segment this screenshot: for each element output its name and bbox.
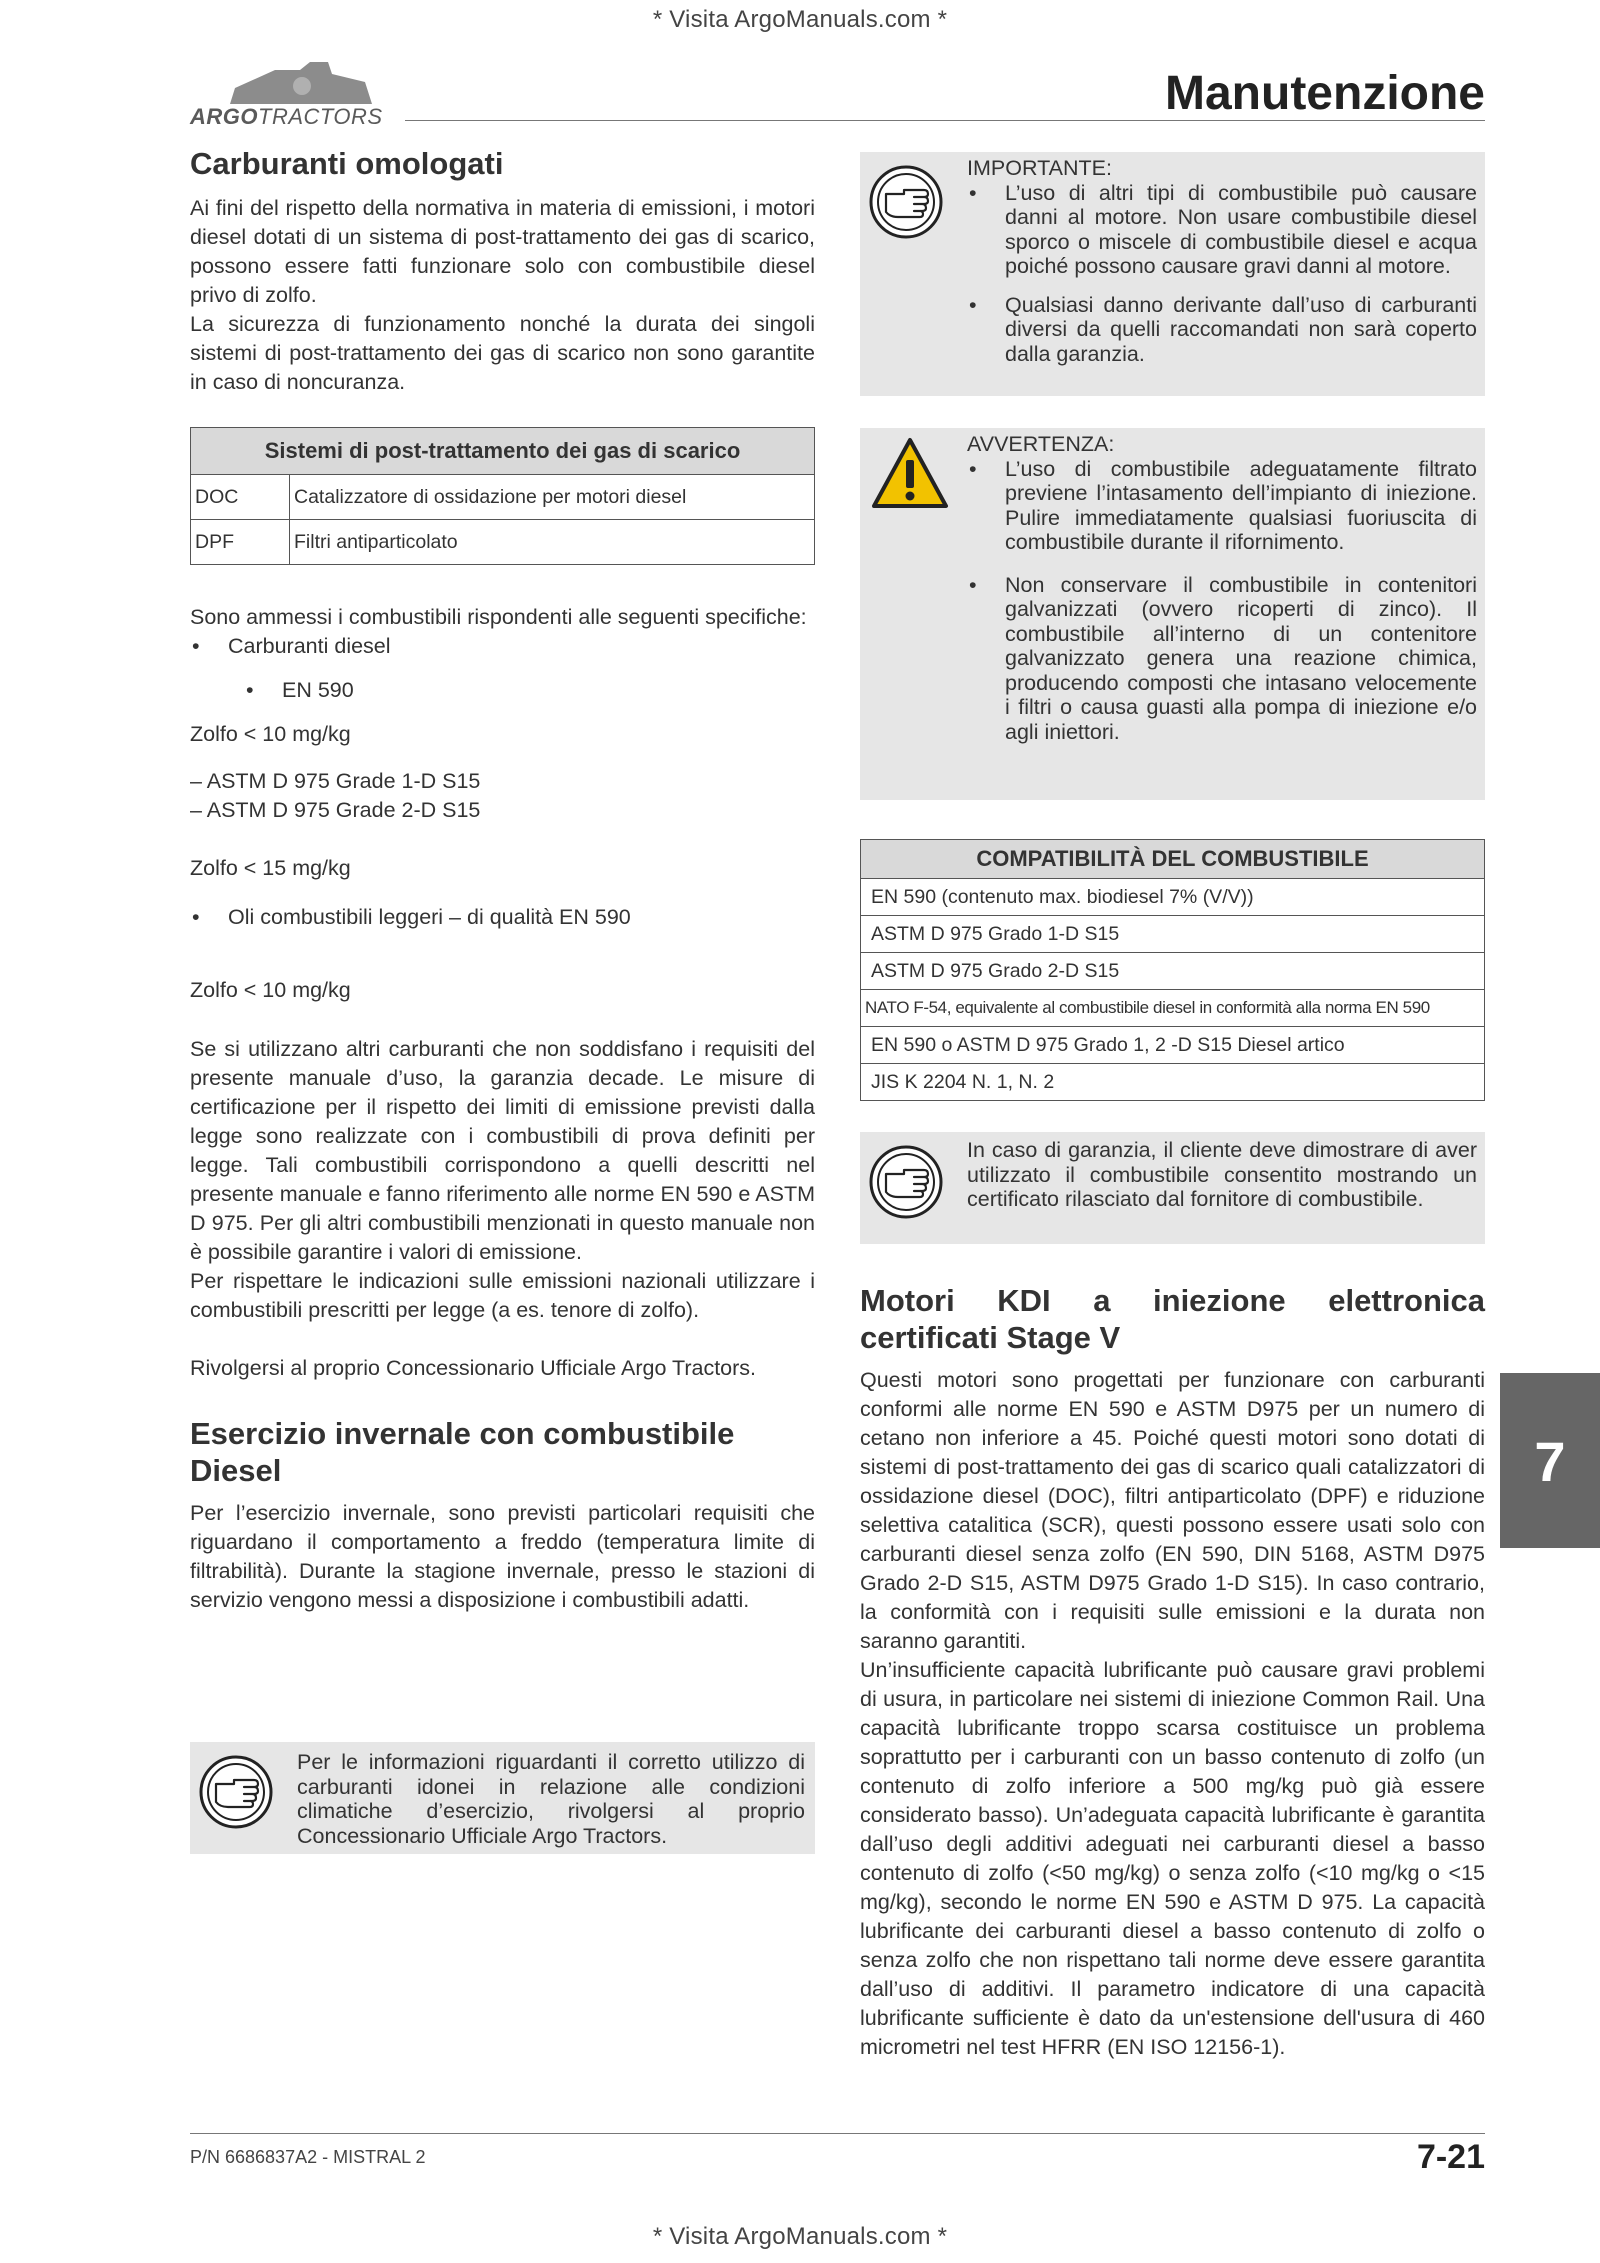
paragraph: Ai fini del rispetto della normativa in materia di emissioni, i motori diesel dotati di un sistema di post-trattamento dei gas di scarico, possono essere fatti funzionare solo con combustibile diesel privo di zolfo.: [190, 196, 815, 307]
table-row: [191, 520, 815, 565]
sulfur-limit: Zolfo < 10 mg/kg: [190, 978, 351, 1002]
table-row: [861, 990, 1485, 1027]
paragraph: La sicurezza di funzionamento nonché la durata dei singoli sistemi di post-trattamento dei gas di scarico non sono garantite in caso di noncuranza.: [190, 312, 815, 394]
note-heading: AVVERTENZA:: [967, 432, 1115, 456]
kdi-section: [860, 1282, 1485, 2062]
table-header: Sistemi di post-trattamento dei gas di scarico: [191, 428, 815, 475]
bullet-item: • EN 590: [246, 678, 354, 702]
section-title-approved-fuels: Carburanti omologati: [190, 146, 504, 181]
note-box-warning: [860, 428, 1485, 800]
warning-icon: [870, 436, 950, 512]
argo-tractors-logo: [190, 60, 390, 130]
table-cell: Catalizzatore di ossidazione per motori diesel: [290, 475, 815, 520]
pointing-hand-icon: [868, 164, 944, 240]
warning-text: [967, 432, 1477, 744]
table-cell: NATO F-54, equivalente al combustibile diesel in conformità alla norma EN 590: [861, 990, 1485, 1027]
sulfur-limit: Zolfo < 10 mg/kg: [190, 722, 351, 746]
bullet-item: • Carburanti diesel: [192, 634, 391, 658]
footer-rule: [190, 2133, 1485, 2134]
bullet-item: • L’uso di altri tipi di combustibile può causare danni al motore. Non usare combustibile diesel sporco o miscele di combustibile diesel e acqua poiché possono causare gravi danni al motore.: [969, 180, 1477, 278]
paragraph: Per rispettare le indicazioni sulle emissioni nazionali utilizzare i combustibili prescritti per legge (a es. tenore di zolfo).: [190, 1269, 815, 1322]
left-column: [190, 145, 815, 1615]
bullet-item: • L’uso di combustibile adeguatamente filtrato previene l’intasamento dell’impianto di iniezione. Pulire immediatamente qualsiasi fuoriuscita di combustibile durante il rifornimento.: [969, 456, 1477, 554]
table-row: [191, 475, 815, 520]
table-row: [861, 1027, 1485, 1064]
section-title-winter-operation: Esercizio invernale con combustibile Diesel: [190, 1416, 735, 1488]
sulfur-limit: Zolfo < 15 mg/kg: [190, 856, 351, 880]
table-cell: Filtri antiparticolato: [290, 520, 815, 565]
spec-line: – ASTM D 975 Grade 2-D S15: [190, 798, 481, 822]
table-row: [861, 953, 1485, 990]
table-row: [861, 1064, 1485, 1101]
table-cell: DOC: [191, 475, 290, 520]
paragraph: Per l’esercizio invernale, sono previsti particolari requisiti che riguardano il comportamento a freddo (temperatura limite di filtrabilità). Durante la stagione invernale, presso le stazioni di servizio vengono messi a disposizione i combustibili adatti.: [190, 1501, 815, 1612]
table-header: COMPATIBILITÀ DEL COMBUSTIBILE: [861, 840, 1485, 879]
aftertreatment-table: [190, 427, 815, 565]
bullet-item: • Qualsiasi danno derivante dall’uso di carburanti diversi da quelli raccomandati non sarà coperto dalla garanzia.: [969, 292, 1477, 366]
table-cell: DPF: [191, 520, 290, 565]
important-text: [967, 156, 1477, 366]
table-cell: EN 590 (contenuto max. biodiesel 7% (V/V)): [861, 879, 1485, 916]
section-title-kdi-engines: Motori KDI a iniezione elettronica certificati Stage V: [860, 1283, 1485, 1355]
watermark-bottom: * Visita ArgoManuals.com *: [652, 2223, 948, 2250]
bullet-item: • Non conservare il combustibile in contenitori galvanizzati (ovvero ricoperti di zinco). Il combustibile all’interno di un contenitore galvanizzato genera una reazione chimica, producendo composti che intasano velocemente i filtri o causa guasti alla pompa di iniezione e/o agli iniettori.: [969, 572, 1477, 744]
table-row: [861, 916, 1485, 953]
paragraph: Sono ammessi i combustibili rispondenti alle seguenti specifiche:: [190, 605, 807, 629]
chapter-tab: 7: [1500, 1373, 1600, 1548]
watermark-top: * Visita ArgoManuals.com *: [652, 6, 948, 33]
logo-wordmark: ARGOTRACTORS: [190, 104, 383, 129]
pointing-hand-icon: [868, 1144, 944, 1220]
compatibility-section: [860, 839, 1485, 1101]
table-row: [861, 879, 1485, 916]
table-cell: ASTM D 975 Grado 2-D S15: [861, 953, 1485, 990]
note-box-warranty: [860, 1132, 1485, 1244]
page-number: 7-21: [1416, 2138, 1485, 2176]
table-cell: EN 590 o ASTM D 975 Grado 1, 2 -D S15 Diesel artico: [861, 1027, 1485, 1064]
paragraph: Un’insufficiente capacità lubrificante può causare gravi problemi di usura, in particolare nei sistemi di iniezione Common Rail. Una capacità lubrificante troppo scarsa costituisce un problema soprattutto per i carburanti con un basso contenuto di zolfo (un contenuto di zolfo inferiore a 500 mg/kg può già essere considerato basso). Un’adeguata capacità lubrificante è garantita dall’uso degli additivi adeguati nei carburanti diesel a basso contenuto di zolfo (<50 mg/kg) o senza zolfo (<10 mg/kg o <15 mg/kg), secondo le norme EN 590 e ASTM D 975. La capacità lubrificante dei carburanti diesel a basso contenuto di zolfo o senza zolfo che non rispettano tali norme deve essere garantita dall’uso di additivi. Il parametro indicatore di una capacità lubrificante sufficiente è dato da un'estensione dell'usura di 460 micrometri nel test HFRR (EN ISO 12156-1).: [860, 1658, 1485, 2059]
note-heading: IMPORTANTE:: [967, 156, 1112, 180]
note-box-important: [860, 152, 1485, 396]
pointing-hand-icon: [198, 1754, 274, 1830]
tractor-logo-icon: [190, 60, 390, 108]
note-box-winter: [190, 1742, 815, 1854]
note-text: In caso di garanzia, il cliente deve dimostrare di aver utilizzato il combustibile consentito mostrando un certificato rilasciato dal fornitore di combustibile.: [967, 1138, 1477, 1211]
paragraph: Se si utilizzano altri carburanti che non soddisfano i requisiti del presente manuale d’uso, la garanzia decade. Le misure di certificazione per il rispetto dei limiti di emissione previsti dalla legge sono realizzate con i combustibili di prova definiti per legge. Tali combustibili corrispondono a quelli descritti nel presente manuale e fanno riferimento alle norme EN 590 e ASTM D 975. Per gli altri combustibili menzionati in questo manuale non è possibile garantire i valori di emissione.: [190, 1037, 815, 1264]
spec-line: – ASTM D 975 Grade 1-D S15: [190, 769, 481, 793]
note-text: Per le informazioni riguardanti il corretto utilizzo di carburanti idonei in relazione alle condizioni climatiche d’esercizio, rivolgersi al proprio Concessionario Ufficiale Argo Tractors.: [297, 1750, 805, 1848]
table-cell: ASTM D 975 Grado 1-D S15: [861, 916, 1485, 953]
bullet-item: • Oli combustibili leggeri – di qualità EN 590: [192, 905, 631, 929]
table-cell: JIS K 2204 N. 1, N. 2: [861, 1064, 1485, 1101]
fuel-compatibility-table: [860, 839, 1485, 1101]
page-title: Manutenzione: [1165, 67, 1485, 120]
part-number: P/N 6686837A2 - MISTRAL 2: [190, 2147, 426, 2167]
paragraph: Questi motori sono progettati per funzionare con carburanti conformi alle norme EN 590 e ASTM D975 per un numero di cetano non inferiore a 45. Poiché questi motori sono dotati di sistemi di post-trattamento dei gas di scarico quali catalizzatori di ossidazione diesel (DOC), filtri antiparticolato (DPF) e riduzione selettiva catalitica (SCR), questi possono essere usati solo con carburanti diesel senza zolfo (EN 590, DIN 5168, ASTM D975 Grado 2-D S15, ASTM D975 Grado 1-D S15). In caso contrario, la conformità con i requisiti sulle emissioni e la durata non saranno garantiti.: [860, 1368, 1485, 1653]
paragraph: Rivolgersi al proprio Concessionario Ufficiale Argo Tractors.: [190, 1356, 757, 1380]
